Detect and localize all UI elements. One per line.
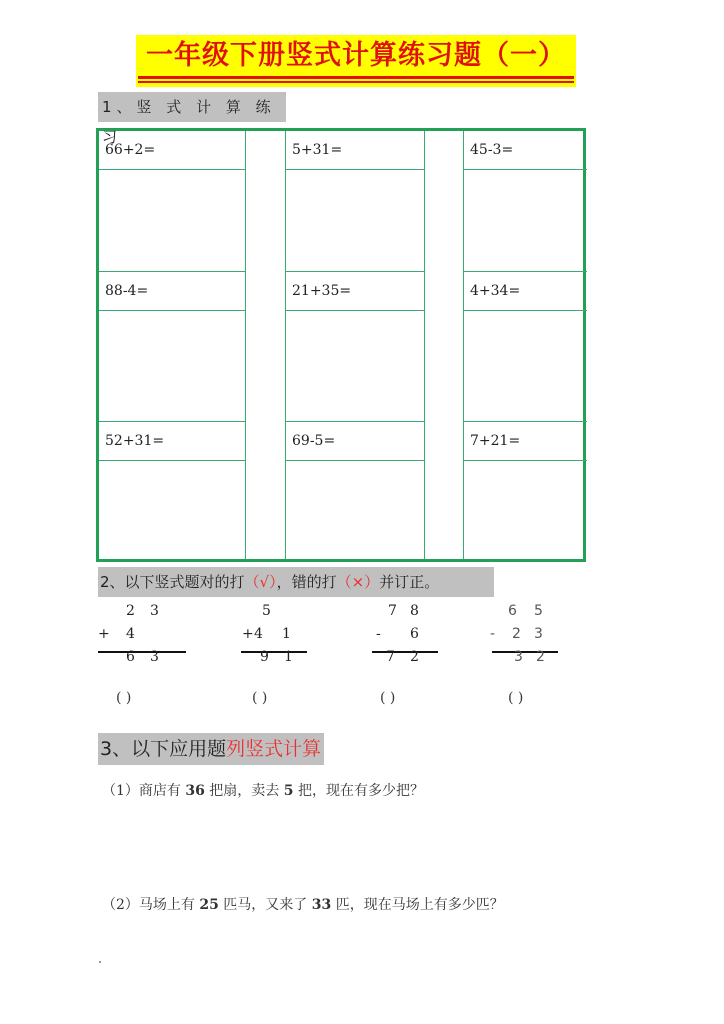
section1-heading: 1、竖 式 计 算 练 习 [98, 92, 286, 122]
digit: 7 [388, 603, 397, 619]
digit: 3 [150, 603, 159, 619]
operator: + [98, 626, 110, 642]
question-text: 商店有 [138, 783, 186, 799]
vertical-problem [490, 603, 590, 673]
answer-blank[interactable]: ( ) [380, 690, 396, 706]
problem-cell: 69-5= [286, 421, 424, 461]
digit: 8 [410, 603, 419, 619]
question-text: 把扇，卖去 [204, 783, 284, 799]
problem-cell: 88-4= [99, 271, 245, 311]
vertical-problem [370, 603, 470, 673]
digit: 6 [410, 626, 419, 642]
question-label: （1） [102, 783, 139, 799]
title-underline-2 [138, 81, 574, 83]
answer-blank[interactable]: ( ) [252, 690, 268, 706]
number: 25 [199, 897, 219, 913]
section2-text: 2、以下竖式题对的打 [100, 573, 245, 591]
title-underline [138, 76, 574, 79]
operator: + [242, 626, 254, 642]
question-text: 把，现在有多少把？ [293, 783, 424, 799]
number: 36 [185, 783, 205, 799]
answer-line [98, 651, 186, 653]
question-text: 匹，现在马场上有多少匹？ [331, 897, 504, 913]
number: 5 [283, 783, 294, 799]
grid-column-2 [285, 131, 425, 559]
digit: 4 [126, 626, 135, 642]
problem-cell: 66+2= [99, 131, 245, 170]
section2-heading [98, 567, 494, 597]
problem-cell: 45-3= [464, 131, 587, 170]
answer-blank[interactable]: ( ) [116, 690, 132, 706]
word-problem-1 [102, 780, 424, 800]
digit: 2 [512, 626, 521, 642]
section2-text: ，错的打 [276, 573, 337, 591]
digit: 3 [514, 649, 523, 665]
check-mark-label: （√） [244, 573, 277, 591]
operator: - [376, 626, 381, 642]
vertical-calc-grid [96, 128, 586, 562]
digit: 2 [536, 649, 545, 665]
section3-highlight: 列竖式计算 [226, 738, 322, 760]
digit: 2 [126, 603, 135, 619]
digit: 1 [282, 626, 291, 642]
answer-line [492, 651, 558, 653]
number: 33 [311, 897, 332, 913]
problem-cell: 7+21= [464, 421, 587, 461]
answer-line [241, 651, 307, 653]
problem-cell: 52+31= [99, 421, 245, 461]
cross-mark-label: （×） [336, 573, 380, 591]
question-text: 匹马，又来了 [218, 897, 312, 913]
word-problem-2 [102, 894, 504, 914]
grid-column-1 [99, 131, 246, 559]
digit: 6 [508, 603, 517, 619]
question-text: 马场上有 [138, 897, 200, 913]
grid-column-3 [463, 131, 587, 559]
answer-blank[interactable]: ( ) [508, 690, 524, 706]
stray-dot [99, 961, 101, 963]
digit: 4 [254, 626, 263, 642]
digit: 9 [260, 649, 269, 665]
digit: 5 [262, 603, 271, 619]
section3-text: 3、以下应用题 [100, 738, 227, 760]
digit: 3 [534, 626, 543, 642]
page-title: 一年级下册竖式计算练习题（一） [146, 40, 566, 71]
problem-cell: 5+31= [286, 131, 424, 170]
digit: 1 [284, 649, 293, 665]
operator: - [490, 626, 496, 642]
problem-cell: 21+35= [286, 271, 424, 311]
vertical-problem [96, 603, 196, 673]
digit: 6 [126, 649, 135, 665]
digit: 2 [410, 649, 419, 665]
vertical-problem [238, 603, 338, 673]
section3-heading [98, 733, 324, 765]
digit: 3 [150, 649, 159, 665]
section2-text: 并订正。 [379, 573, 440, 591]
digit: 5 [534, 603, 543, 619]
title-banner [136, 35, 576, 87]
problem-cell: 4+34= [464, 271, 587, 311]
digit: 7 [386, 649, 395, 665]
answer-line [372, 651, 438, 653]
question-label: （2） [102, 897, 139, 913]
